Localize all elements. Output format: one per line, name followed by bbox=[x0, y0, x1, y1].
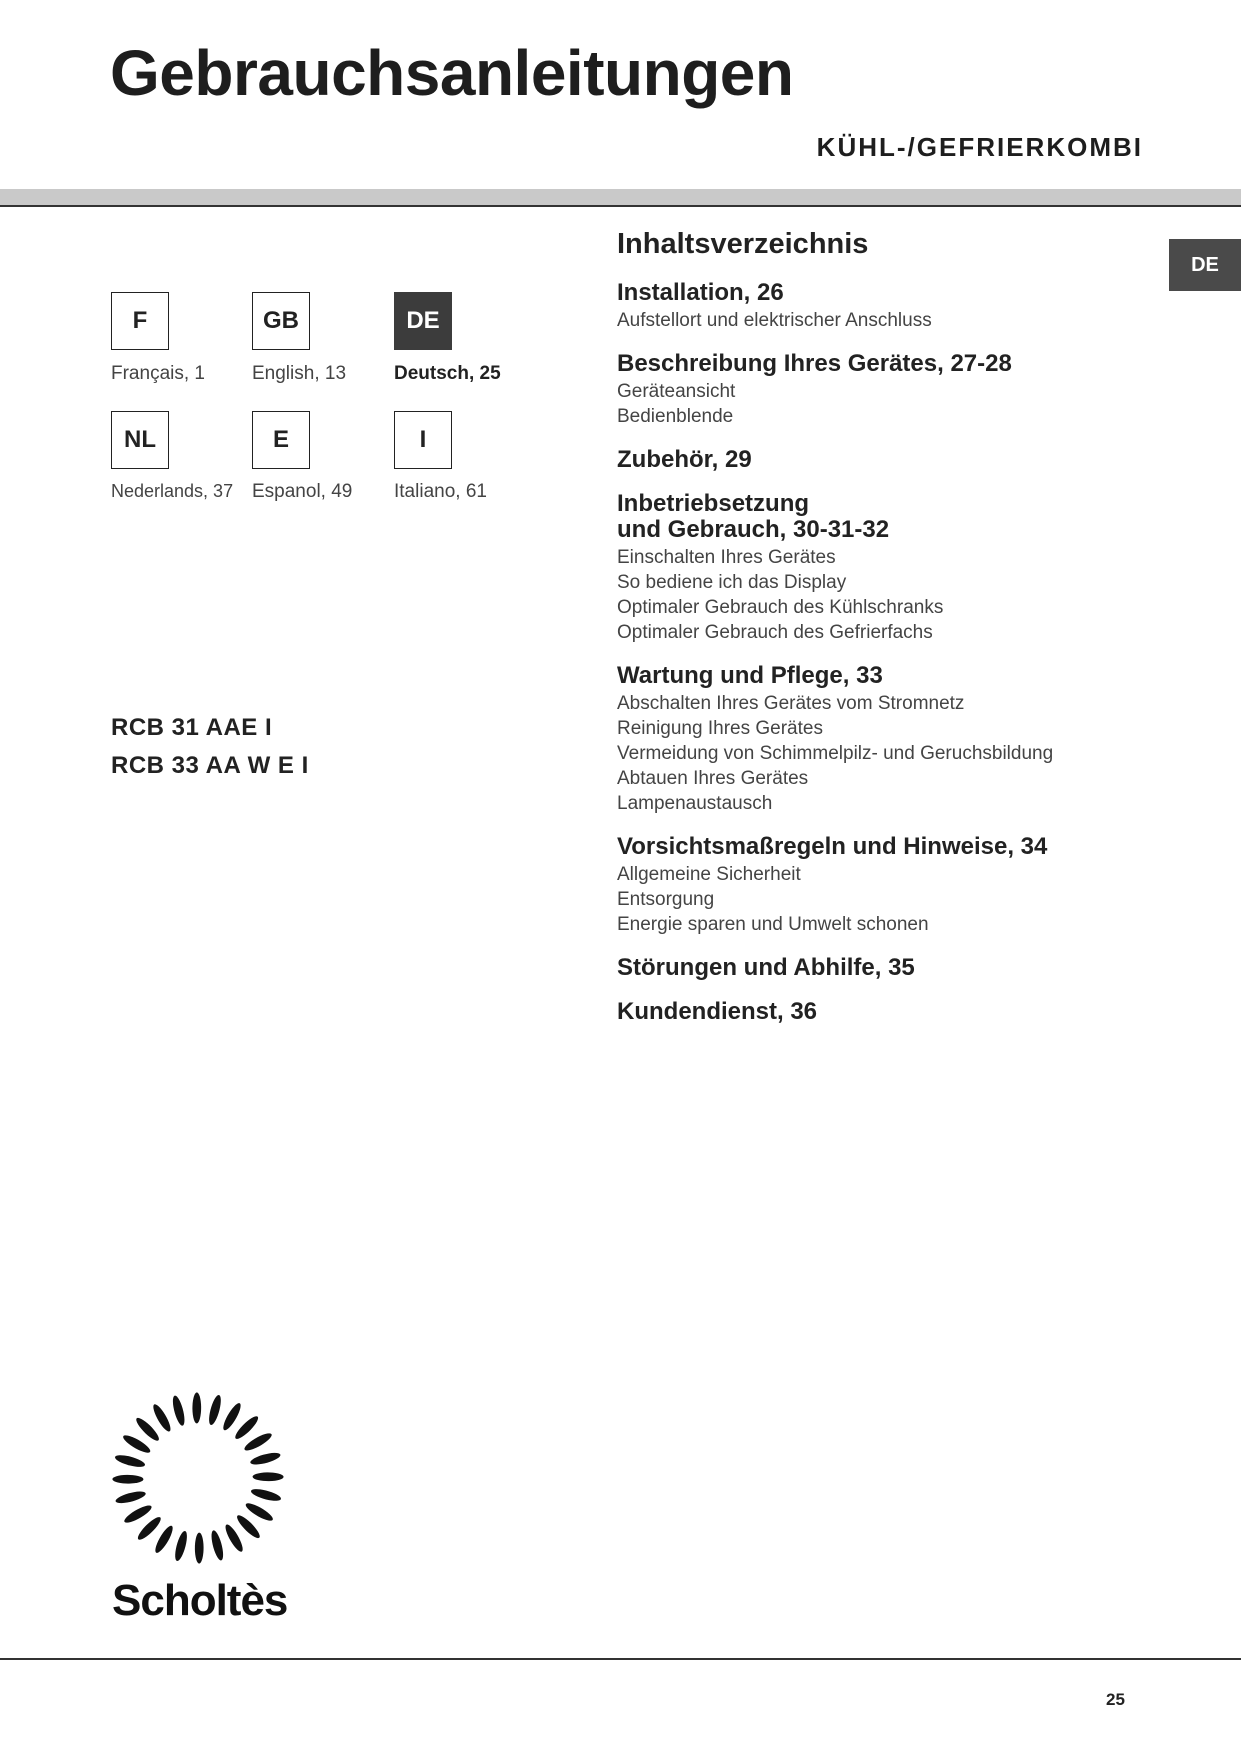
sun-ray bbox=[242, 1431, 275, 1453]
page-number: 25 bbox=[1106, 1690, 1125, 1709]
toc-item[interactable]: Vermeidung von Schimmelpilz- und Geruchsbildung bbox=[617, 743, 1054, 764]
toc-heading: Inhaltsverzeichnis bbox=[617, 228, 869, 260]
table-of-contents bbox=[617, 280, 1177, 1043]
lang-label-de: Deutsch, 25 bbox=[394, 363, 501, 384]
toc-item[interactable]: Reinigung Ihres Gerätes bbox=[617, 718, 823, 739]
product-category: KÜHL-/GEFRIERKOMBI bbox=[816, 132, 1143, 162]
sun-ray bbox=[135, 1515, 164, 1542]
toc-section-title[interactable]: Wartung und Pflege, 33 bbox=[617, 662, 883, 689]
lang-label-i: Italiano, 61 bbox=[394, 481, 487, 502]
sun-ray bbox=[195, 1531, 204, 1564]
sun-ray bbox=[251, 1487, 281, 1503]
sun-ray bbox=[173, 1531, 189, 1561]
lang-box-f[interactable]: F bbox=[111, 292, 169, 350]
toc-section-title[interactable]: Beschreibung Ihres Gerätes, 27-28 bbox=[617, 350, 1012, 377]
lang-label-e: Espanol, 49 bbox=[252, 481, 353, 502]
toc-item[interactable]: Lampenaustausch bbox=[617, 793, 773, 814]
page-title: Gebrauchsanleitungen bbox=[110, 37, 794, 109]
sun-ray bbox=[207, 1395, 223, 1425]
sun-ray bbox=[151, 1401, 173, 1434]
toc-item[interactable]: Energie sparen und Umwelt schonen bbox=[617, 914, 929, 935]
sun-ray bbox=[111, 1475, 144, 1484]
toc-section bbox=[617, 834, 1177, 937]
toc-item[interactable]: Bedienblende bbox=[617, 406, 734, 427]
sun-ray bbox=[192, 1391, 201, 1424]
lang-label-f: Français, 1 bbox=[111, 363, 205, 384]
toc-section-title[interactable]: Zubehör, 29 bbox=[617, 446, 752, 473]
toc-item[interactable]: Geräteansicht bbox=[617, 381, 736, 402]
sun-burst-logo-icon bbox=[110, 1390, 286, 1566]
model-number: RCB 31 AAE I bbox=[111, 714, 273, 741]
lang-box-nl[interactable]: NL bbox=[111, 411, 169, 469]
toc-section bbox=[617, 999, 1177, 1025]
toc-item[interactable]: Allgemeine Sicherheit bbox=[617, 864, 801, 885]
sun-ray bbox=[152, 1525, 176, 1554]
toc-item[interactable]: Einschalten Ihres Gerätes bbox=[617, 547, 836, 568]
sun-ray bbox=[251, 1472, 284, 1481]
toc-section bbox=[617, 351, 1177, 429]
lang-label-gb: English, 13 bbox=[252, 363, 347, 384]
toc-section-title[interactable]: Störungen und Abhilfe, 35 bbox=[617, 954, 915, 981]
sun-ray bbox=[115, 1453, 145, 1469]
toc-section bbox=[617, 955, 1177, 981]
model-number: RCB 33 AA W E I bbox=[111, 752, 309, 779]
toc-item[interactable]: Optimaler Gebrauch des Gefrierfachs bbox=[617, 622, 933, 643]
toc-section-title[interactable]: Kundendienst, 36 bbox=[617, 998, 818, 1025]
sun-ray bbox=[232, 1414, 261, 1441]
toc-section-title[interactable]: Vorsichtsmaßregeln und Hinweise, 34 bbox=[617, 833, 1048, 860]
lang-box-i[interactable]: I bbox=[394, 411, 452, 469]
brand-logo: Scholtès bbox=[112, 1576, 288, 1625]
toc-item[interactable]: Abtauen Ihres Gerätes bbox=[617, 768, 809, 789]
toc-section bbox=[617, 447, 1177, 473]
header-band bbox=[0, 189, 1241, 205]
toc-section-title[interactable]: Installation, 26 bbox=[617, 279, 784, 306]
lang-box-gb[interactable]: GB bbox=[252, 292, 310, 350]
toc-item[interactable]: Entsorgung bbox=[617, 889, 715, 910]
toc-section-title[interactable]: Inbetriebsetzung und Gebrauch, 30-31-32 bbox=[617, 490, 890, 543]
sun-ray bbox=[114, 1489, 148, 1505]
toc-item[interactable]: Optimaler Gebrauch des Kühlschranks bbox=[617, 597, 944, 618]
lang-box-de[interactable]: DE bbox=[394, 292, 452, 350]
footer-rule bbox=[0, 1658, 1241, 1660]
sun-ray bbox=[220, 1402, 244, 1431]
sun-ray bbox=[235, 1512, 262, 1541]
toc-section bbox=[617, 663, 1177, 816]
lang-label-nl: Nederlands, 37 bbox=[111, 481, 234, 501]
sun-ray bbox=[134, 1415, 161, 1444]
toc-section bbox=[617, 491, 1177, 645]
sun-ray bbox=[248, 1451, 282, 1467]
sun-ray bbox=[223, 1522, 245, 1555]
toc-section bbox=[617, 280, 1177, 333]
sun-ray bbox=[171, 1394, 187, 1428]
sun-ray bbox=[121, 1503, 154, 1525]
lang-box-e[interactable]: E bbox=[252, 411, 310, 469]
toc-item[interactable]: Abschalten Ihres Gerätes vom Stromnetz bbox=[617, 693, 965, 714]
sun-ray bbox=[245, 1500, 274, 1524]
sun-ray bbox=[209, 1528, 225, 1562]
toc-item[interactable]: Aufstellort und elektrischer Anschluss bbox=[617, 310, 932, 331]
sun-ray bbox=[122, 1432, 151, 1456]
header-rule bbox=[0, 205, 1241, 207]
language-tab: DE bbox=[1169, 239, 1241, 291]
toc-item[interactable]: So bediene ich das Display bbox=[617, 572, 847, 593]
